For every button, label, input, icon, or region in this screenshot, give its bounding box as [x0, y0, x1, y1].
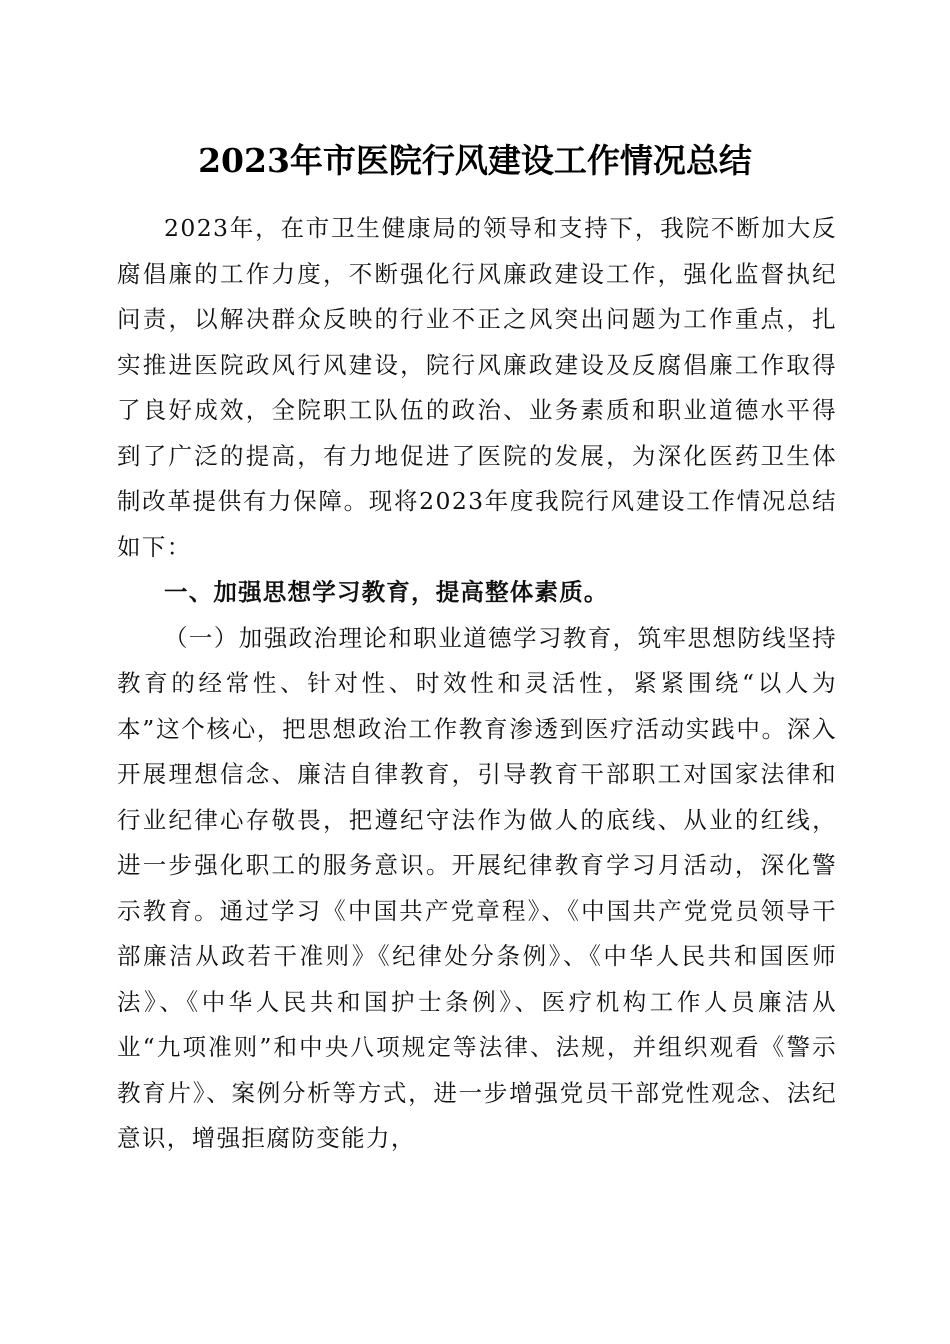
intro-paragraph: 2023年，在市卫生健康局的领导和支持下，我院不断加大反腐倡廉的工作力度，不断强化行风廉政建设工作，强化监督执纪问责，以解决群众反映的行业不正之风突出问题为工作重点，扎实推进医院政风行风建设，院行风廉政建设及反腐倡廉工作取得了良好成效，全院职工队伍的政治、业务素质和职业道德水平得到了广泛的提高，有力地促进了医院的发展，为深化医药卫生体制改革提供有力保障。现将2023年度我院行风建设工作情况总结如下：: [117, 214, 837, 561]
document-title: 2023年市医院行风建设工作情况总结: [198, 141, 752, 180]
document-body: [117, 206, 837, 1162]
section-heading: 一、加强思想学习教育，提高整体素质。: [164, 578, 609, 606]
section-paragraph: （一）加强政治理论和职业道德学习教育，筑牢思想防线坚持教育的经常性、针对性、时效性和灵活性，紧紧围绕“以人为本”这个核心，把思想政治工作教育渗透到医疗活动实践中。深入开展理想信念、廉洁自律教育，引导教育干部职工对国家法律和行业纪律心存敬畏，把遵纪守法作为做人的底线、从业的红线，进一步强化职工的服务意识。开展纪律教育学习月活动，深化警示教育。通过学习《中国共产党章程》、《中国共产党党员领导干部廉洁从政若干准则》《纪律处分条例》、《中华人民共和国医师法》、《中华人民共和国护士条例》、医疗机构工作人员廉洁从业“九项准则”和中央八项规定等法律、法规，并组织观看《警示教育片》、案例分析等方式，进一步增强党员干部党性观念、法纪意识，增强拒腐防变能力，: [117, 623, 837, 1152]
